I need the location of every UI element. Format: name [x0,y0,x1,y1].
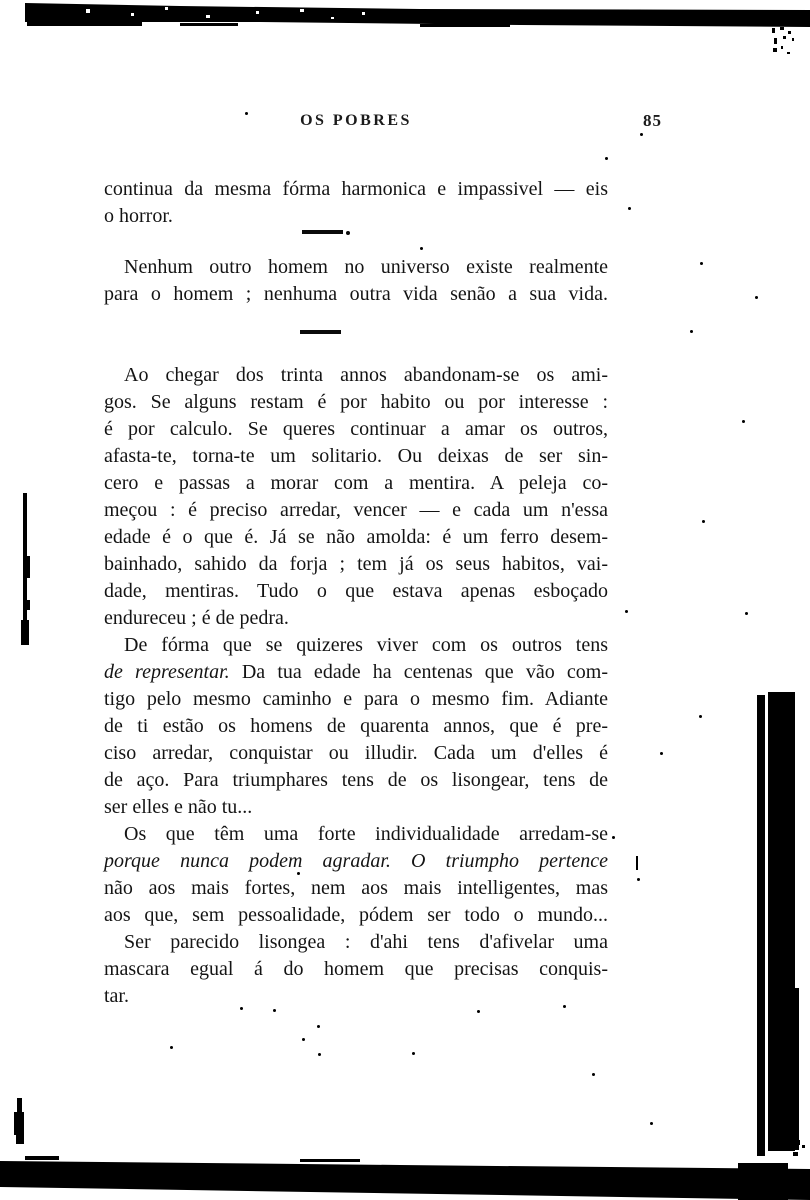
text-line: continua da mesma fórma harmonica e impassivel — eis [104,178,608,200]
scan-artifact-right-bar-step [794,988,799,1150]
paragraph [104,821,608,929]
text-line: porque nunca podem agradar. O triumpho pertence [104,850,608,872]
scan-artifact-left-line-thick [21,620,29,645]
text-line: para o homem ; nenhuma outra vida senão a sua vida. [104,283,608,305]
divider-dot [346,231,350,235]
scan-noise-dot [612,836,615,839]
text-line: gos. Se alguns restam é por habito ou por interesse : [104,391,608,413]
scan-artifact-bottom-band [0,1130,810,1200]
scan-noise-dot [412,1052,415,1055]
text-line: bainhado, sahido da forja ; tem já os seus habitos, vai- [104,553,608,575]
scan-artifact-left-blob [14,1112,24,1135]
scan-artifact-bottom-right-block [738,1163,788,1200]
text-line: de aço. Para triumphares tens de os lisongear, tens de [104,769,608,791]
text-line: tar. [104,985,129,1007]
section-divider [302,230,343,234]
scan-noise-dot [700,262,703,265]
text-line: afasta-te, torna-te um solitario. Ou deixas de ser sin- [104,445,608,467]
text-line: Nenhum outro homem no universo existe realmente [124,256,608,278]
scan-noise-dot [317,1025,320,1028]
scan-artifact-left-line-bump [27,556,30,578]
section-divider [300,330,341,334]
scan-noise-dot [302,1038,305,1041]
scan-artifact-right-bar [768,692,795,1151]
scan-noise-dot [592,1073,595,1076]
paragraph [104,254,608,308]
page-number: 85 [643,111,662,130]
page-title: OS POBRES [300,112,412,129]
scan-noise-dot [605,157,608,160]
text-line: não aos mais fortes, nem aos mais intelligentes, mas [104,877,608,899]
text-line: tigo pelo mesmo caminho e para o mesmo fim. Adiante [104,688,608,710]
text-line: ciso arredar, conquistar ou illudir. Cada um d'elles é [104,742,608,764]
scan-artifact-left-line-bump [27,600,30,610]
text-line: Ser parecido lisongea : d'ahi tens d'afivelar uma [124,931,608,953]
scan-noise-dot [702,520,705,523]
scan-noise-dot [690,330,693,333]
scan-artifact-top-band [0,0,810,36]
text-line: ser elles e não tu... [104,796,253,818]
scan-noise-dot [742,420,745,423]
scan-noise-tick [636,856,638,870]
text-line: de ti estão os homens de quarenta annos, que é pre- [104,715,608,737]
text-flow [104,176,608,1010]
text-line: endureceu ; é de pedra. [104,607,289,629]
scan-noise-dot [699,715,702,718]
text-line: Os que têm uma forte individualidade arredam-se [124,823,608,845]
text-line: de representar. Da tua edade ha centenas que vão com- [104,661,608,683]
scan-noise-dot [640,133,643,136]
text-line: mascara egual á do homem que precisas conquis- [104,958,608,980]
text-line: meçou : é preciso arredar, vencer — e cada um n'essa [104,499,608,521]
scan-artifact-right-bar-strip [757,695,765,1156]
scan-noise-dot [650,1122,653,1125]
scan-noise-dot [628,207,631,210]
text-line: cero e passas a morar com a mentira. A peleja co- [104,472,608,494]
scan-noise-dot [477,1010,480,1013]
text-line: De fórma que se quizeres viver com os outros tens [124,634,608,656]
scan-noise-dot [755,296,758,299]
scan-artifact-top-right-speckles [766,26,806,60]
text-line: Ao chegar dos trinta annos abandonam-se os ami- [124,364,608,386]
text-line: o horror. [104,205,173,227]
paragraph [104,929,608,1010]
scan-noise-dot [170,1046,173,1049]
scan-noise-dot [660,752,663,755]
scan-noise-dot [637,878,640,881]
paragraph [104,632,608,821]
paragraph [104,176,608,230]
scan-noise-dot [745,612,748,615]
paragraph [104,362,608,632]
text-line: dade, mentiras. Tudo o que estava apenas esboçado [104,580,608,602]
text-line: é por calculo. Se queres continuar a amar os outros, [104,418,608,440]
scan-artifact-left-blob [17,1098,22,1114]
scan-noise-dot [318,1053,321,1056]
text-line: aos que, sem pessoalidade, pódem ser todo o mundo... [104,904,608,926]
scan-artifact-left-line [23,493,27,645]
text-line: edade é o que é. Já se não amolda: é um ferro desem- [104,526,608,548]
scan-artifact-left-blob [16,1133,24,1144]
scan-noise-dot [625,610,628,613]
